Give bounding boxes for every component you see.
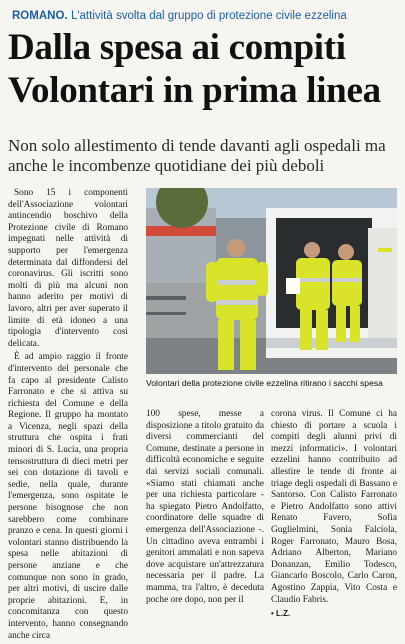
article-photo	[146, 188, 397, 374]
headline-line-1: Dalla spesa ai compiti	[8, 27, 346, 68]
kicker	[8, 8, 397, 23]
paragraph: È ad ampio raggio il fronte d'intervento del personale che fa capo al presidente Calisto Farronato e che si attiva su richiesta del Comune e della Regione. Il gruppo ha montato a Vicenza, negli spazi della struttura che ospita i frati minori di S. Lucia, una propria tensostruttura di dieci metri per sei con dotazione di tavoli e sedie, nella quale, durante l'emergenza, sono ospitate le persone bisognose che non sarebbero come combinare pranzo e cena. In questi giorni i volontari stanno distribuendo la spesa nelle abitazioni di persone anziane e che comunque non sono in grado, per altri motivi, di uscire dalle proprie abitazioni. E, in concomitanza con questo intervento, hanno consegnando anche circa	[8, 352, 128, 641]
standfirst: Non solo allestimento di tende davanti agli ospedali ma anche le incombenze quotidiane dei più deboli	[8, 136, 386, 175]
article	[8, 8, 397, 641]
paragraph: corona virus. Il Comune ci ha chiesto di portare a scuola i compiti degli alunni privi di mezzi informatici». I volontari ezzelini hanno contribuito ad allestire le tende di fronte ai triage degli ospedali di Bassano e Santorso. Con Calisto Farronato e Pietro Andolfatto sono attivi Renato Favero, Sofia Guglielmini, Sonia Falcíola, Roger Farronato, Mauro Bosa, Adriano Alberton, Mariano Donanzan, Emilio Todesco, Giancarlo Boscolo, Carlo Caron, Agostino Zappia, Vito Costa e Claudio Fabris.	[271, 409, 397, 605]
kicker-subtitle: L'attività svolta dal gruppo di protezione civile ezzelina	[70, 10, 347, 22]
kicker-location: ROMANO.	[12, 10, 68, 22]
body-column-3	[271, 409, 397, 620]
headline-line-2: Volontari in prima linea	[8, 70, 381, 111]
headline	[8, 26, 397, 112]
volunteers-photo-illustration	[146, 188, 397, 374]
body-column-2	[146, 409, 264, 608]
paragraph: 100 spese, messe a disposizione a titolo gratuito da diversi commercianti del Comune, destinate a persone in difficoltà economiche e seguite dai servizi sociali comunali. «Siamo stati chiamati anche per una richiesta particolare - ha spiegato Pietro Andolfatto, coordinatore delle squadre di emergenza dell'Associazione -. Un cittadino aveva entrambi i genitori ammalati e non sapeva dove acquistare un'attrezzatura necessaria per il padre. La mamma, tra l'altro, è deceduta poche ore dopo, non per il	[146, 409, 264, 605]
paragraph: Sono 15 i componenti dell'Associazione volontari antincendio boschivo della Protezione civile di Romano impegnati nelle attività di supporto per l'emergenza determinata dal diffondersi del coronavirus. Gli iscritti sono molti di più ma alcuni non hanno aderito per motivi di lavoro, altri per aver superato il limite di età idoneo a una tipologia d'intervento così delicata.	[8, 188, 128, 349]
author-signature: • L.Z.	[271, 609, 291, 619]
photo-caption: Volontari della protezione civile ezzelina ritirano i sacchi spesa	[146, 378, 383, 388]
body-column-1	[8, 188, 128, 644]
